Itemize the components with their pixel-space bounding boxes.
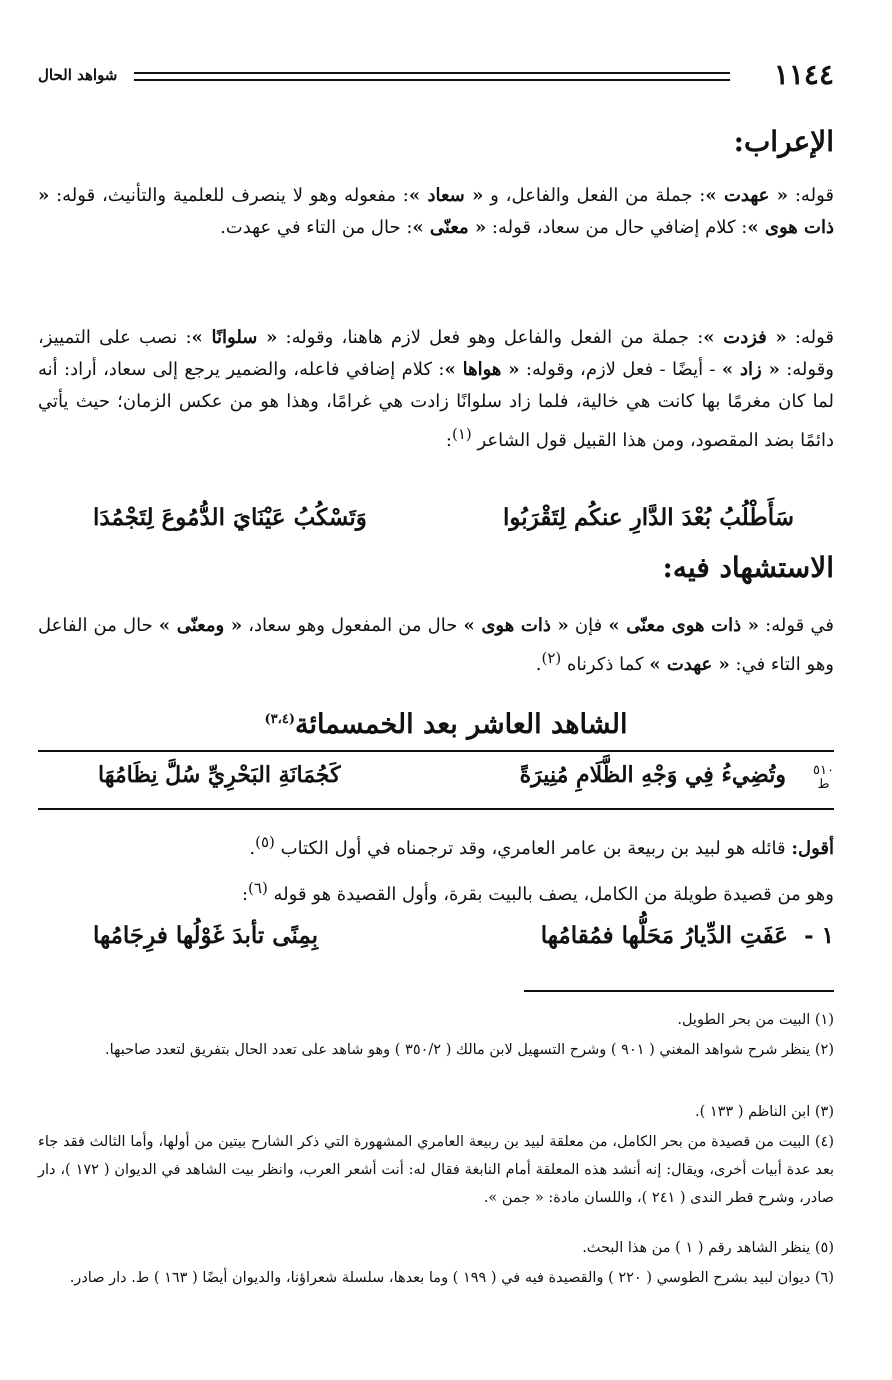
keyword: « ومعنّى » xyxy=(158,615,243,636)
text-run: وهو من قصيدة طويلة من الكامل، يصف بالبيت بقرة، وأول القصيدة هو قوله xyxy=(267,884,834,905)
footnote-5: (٥) ينظر الشاهد رقم ( ١ ) من هذا البحث. xyxy=(582,1240,834,1256)
text-run: قوله: xyxy=(786,327,835,348)
text-run: . xyxy=(535,654,542,675)
text-run: : كلام إضافي فاعله، والضمير يرجع إلى سعاد، أراد: أنه لما كان مغرمًا بها كانت هي خالية، فلما زاد سلوانًا زادت هي غرامًا، وهذا هو من عكس الزمان؛ حيث يأتي دائمًا بضد المقصود، ومن هذا القبيل قول الشاعر xyxy=(38,359,834,451)
verse-code xyxy=(813,764,834,792)
boxed-verse-first-hemistich: وتُضِيءُ فِي وَجْهِ الظَّلَامِ مُنِيرَةً xyxy=(519,762,786,788)
keyword: « معنّى » xyxy=(412,217,487,238)
keyword: « ذات هوى » xyxy=(38,185,834,238)
verse-2-first-hemistich: عَفَتِ الدِّيارُ مَحَلُّها فمُقامُها xyxy=(540,922,788,949)
verse-box-top-rule xyxy=(38,750,834,752)
text-run: قوله: xyxy=(788,185,834,206)
verse-2-second-hemistich: بِمِنًى تأبدَ غَوْلُها فرِجَامُها xyxy=(93,922,319,949)
text-run: : xyxy=(241,884,249,905)
boxed-verse-second-hemistich: كَجُمَانَةِ البَحْرِيِّ سُلَّ نِظَامُهَا xyxy=(98,762,341,788)
paragraph-iraab-2 xyxy=(38,322,834,457)
paragraph-istishhad xyxy=(38,610,834,681)
text-run: قائله هو لبيد بن ربيعة بن عامر العامري، وقد ترجمناه في أول الكتاب xyxy=(274,838,792,859)
paragraph-poem xyxy=(38,872,834,911)
text-run: - أيضًا - فعل لازم، وقوله: xyxy=(519,359,722,380)
paragraph-author xyxy=(38,826,834,865)
running-title: شواهد الحال xyxy=(38,66,118,84)
text-run: : حال من التاء في عهدت. xyxy=(220,217,413,238)
footnote-1: (١) البيت من بحر الطويل. xyxy=(677,1012,834,1028)
footnote-6: (٦) ديوان لبيد بشرح الطوسي ( ٢٢٠ ) والقصيدة فيه في ( ١٩٩ ) وما بعدها، سلسلة شعراؤنا، والديوان أيضًا ( ١٦٣ ) ط. دار صادر. xyxy=(69,1270,834,1286)
text-run: فإن xyxy=(568,615,609,636)
footnote-ref: (٦) xyxy=(248,879,268,897)
keyword: « زاد » xyxy=(721,359,780,380)
keyword: « فزدت » xyxy=(703,327,787,348)
keyword: « ذات هوى » xyxy=(463,615,569,636)
verse-code-letter: ط xyxy=(817,777,830,792)
boxed-verse xyxy=(38,756,834,802)
verse-2 xyxy=(38,916,834,960)
page-number: ١١٤٤ xyxy=(773,58,834,91)
heading-istishhad: الاستشهاد فيه: xyxy=(662,551,834,584)
keyword: « ذات هوى معنّى » xyxy=(608,615,760,636)
text-run: : كلام إضافي حال من سعاد، قوله: xyxy=(486,217,748,238)
text-run: : جملة من الفعل والفاعل وهو فعل لازم هاهنا، وقوله: xyxy=(277,327,704,348)
footnote-ref: (١) xyxy=(451,425,472,443)
text-run: . xyxy=(249,838,256,859)
keyword: « سعاد » xyxy=(408,185,484,206)
verse-box-bottom-rule xyxy=(38,808,834,810)
keyword: « سلوانًا » xyxy=(191,327,278,348)
verse-1-first-hemistich: سَأَطْلُبُ بُعْدَ الدَّارِ عنكُم لِتَقْرَبُوا xyxy=(503,504,794,531)
footnote-2: (٢) ينظر شرح شواهد المغني ( ٩٠١ ) وشرح التسهيل لابن مالك ( ٣٥٠/٢ ) وهو شاهد على تعدد الحال بتفريق لتعدد صاحبها. xyxy=(105,1042,834,1058)
footnote-4: (٤) البيت من قصيدة من بحر الكامل، من معلقة لبيد بن ربيعة العامري المشهورة التي ذكر الشارح بيتين من أولها، وأما الثالث فقد جاء بعد عدة أبيات أخرى، ويقال: إنه أنشد هذه المعلقة أمام النابغة فقال له: أنت أشعر العرب، وانظر بيت الشاهد في الديوان ( ١٧٢ )، دار صادر، وشرح قطر الندى ( ٢٤١ )، واللسان مادة: « جمن ». xyxy=(38,1134,834,1206)
verse-2-number: ١ - xyxy=(804,922,834,949)
footnote-3: (٣) ابن الناظم ( ١٣٣ ). xyxy=(694,1104,834,1120)
text-run: في قوله: xyxy=(759,615,834,636)
keyword: « عهدت » xyxy=(649,654,730,675)
text-run: : xyxy=(445,430,452,451)
footnote-rule xyxy=(524,990,834,992)
footnote-ref: (٥) xyxy=(255,833,275,851)
keyword: « هواها » xyxy=(444,359,520,380)
verse-1 xyxy=(38,498,834,542)
verse-1-second-hemistich: وَتَسْكُبُ عَيْنَايَ الدُّمُوعَ لِتَجْمُدَا xyxy=(93,504,367,531)
running-header xyxy=(38,58,834,92)
shahid-title xyxy=(0,700,892,745)
shahid-title-text: الشاهد العاشر بعد الخمسمائة xyxy=(294,709,628,740)
header-rule xyxy=(134,72,730,81)
text-run: حال من المفعول وهو سعاد، xyxy=(242,615,464,636)
text-run: : مفعوله وهو لا ينصرف للعلمية والتأنيث، قوله: xyxy=(49,185,409,206)
text-run: : نصب على التمييز، وقوله: xyxy=(38,327,835,380)
heading-iraab: الإعراب: xyxy=(733,125,834,158)
keyword: أقول: xyxy=(791,838,834,859)
text-run: : جملة من الفعل والفاعل، و xyxy=(483,185,706,206)
text-run: حال من الفاعل وهو التاء في: xyxy=(38,615,834,675)
verse-code-number: ٥١٠ xyxy=(813,763,834,778)
footnote-ref: (٣،٤) xyxy=(264,712,295,727)
paragraph-iraab-1 xyxy=(38,180,834,244)
keyword: « عهدت » xyxy=(705,185,789,206)
footnote-ref: (٢) xyxy=(541,649,562,667)
text-run: كما ذكرناه xyxy=(561,654,650,675)
